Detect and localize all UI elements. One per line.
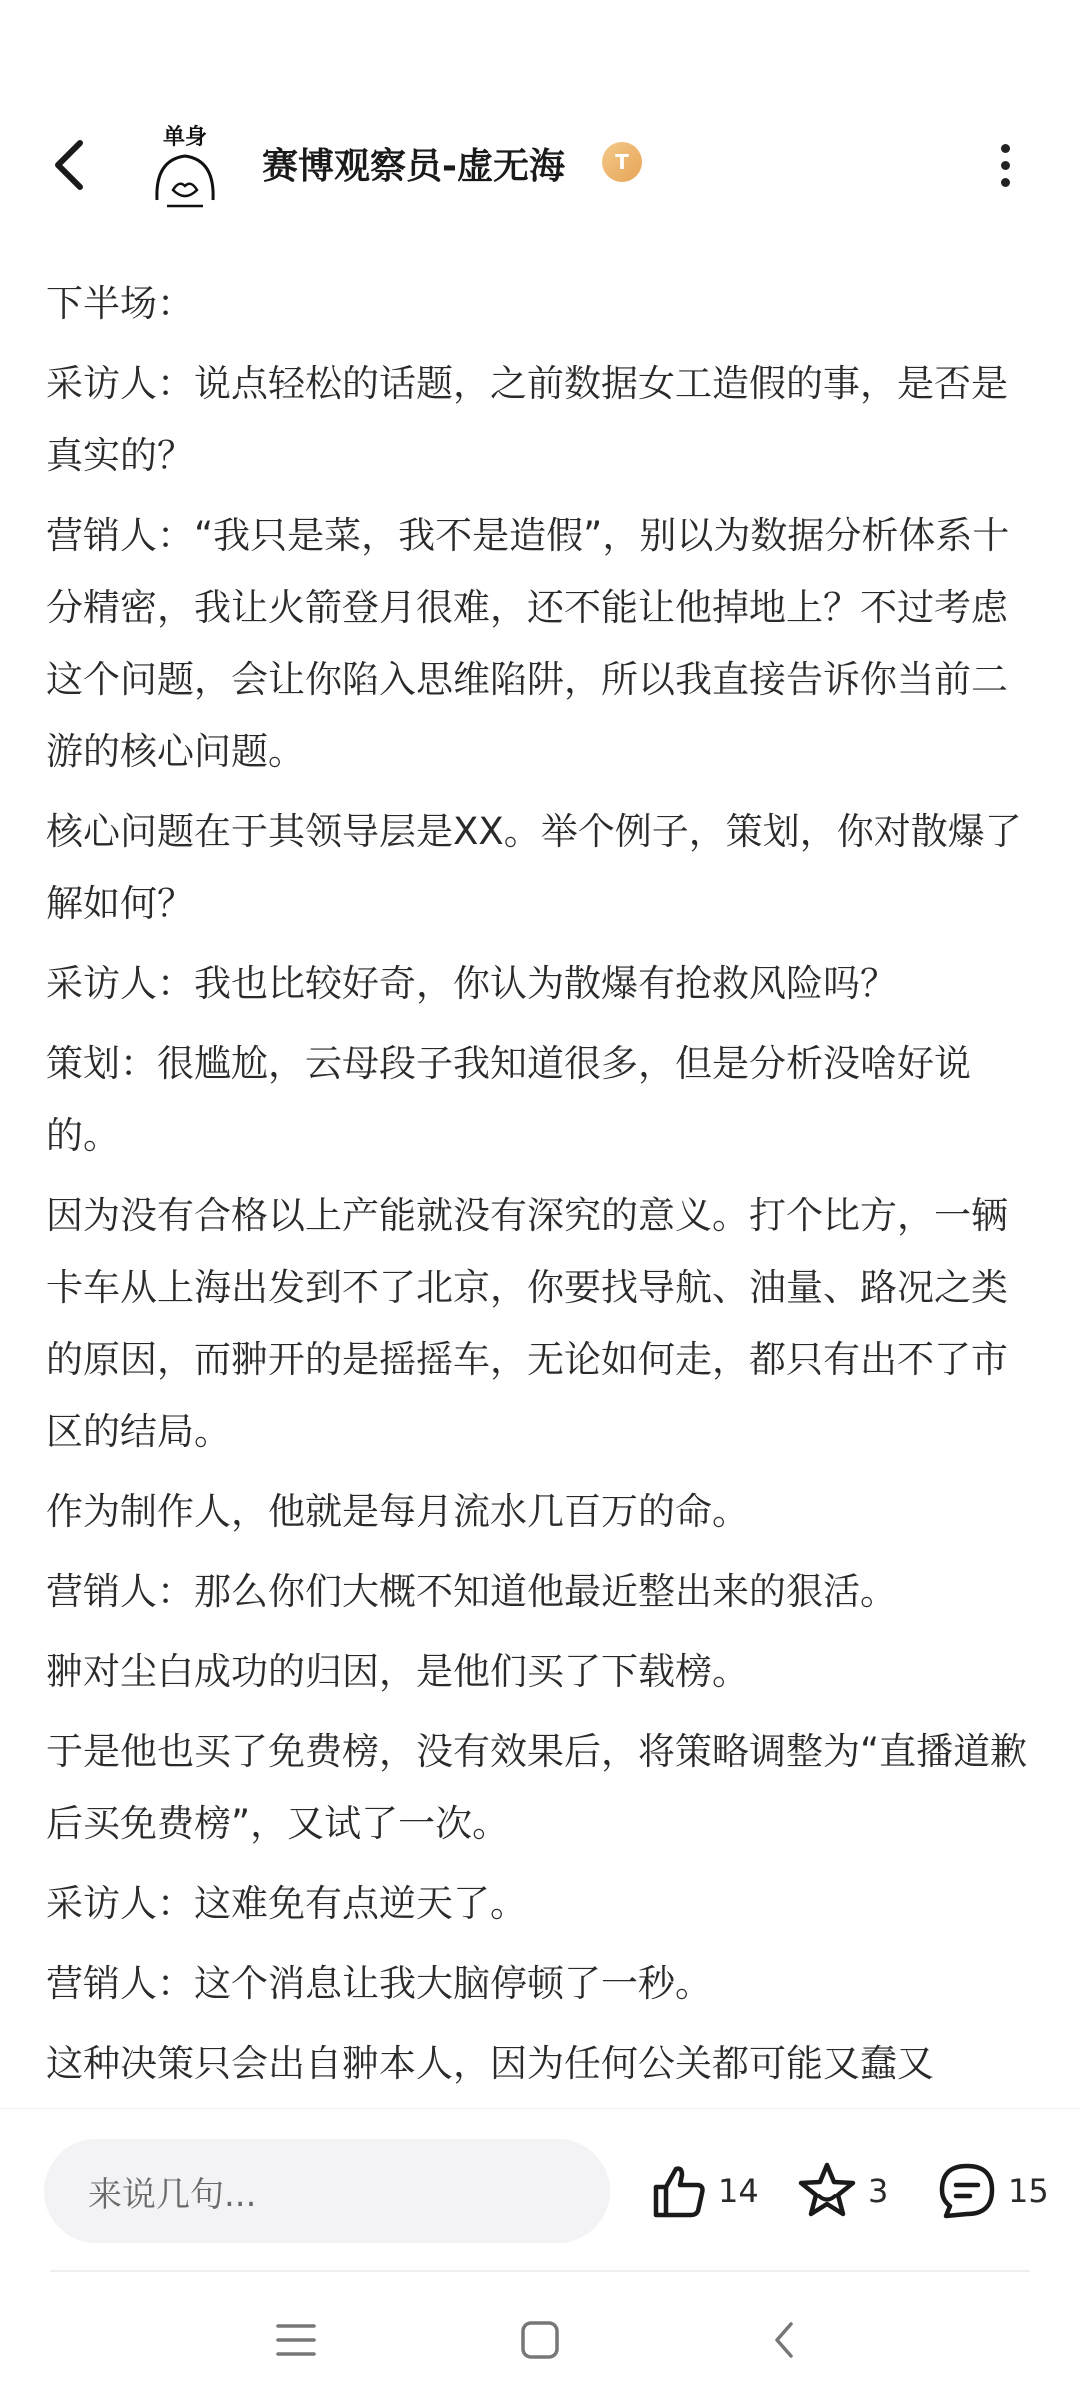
paragraph: 营销人：那么你们大概不知道他最近整出来的狠活。 bbox=[46, 1570, 897, 1613]
paragraph: 翀对尘白成功的归因，是他们买了下载榜。 bbox=[46, 1650, 749, 1693]
more-vertical-icon bbox=[1001, 144, 1010, 153]
favorite-count: 3 bbox=[868, 2172, 889, 2210]
like-button[interactable] bbox=[648, 2149, 759, 2233]
author-level-badge: T bbox=[602, 142, 642, 182]
paragraph: 作为制作人，他就是每月流水几百万的命。 bbox=[46, 1490, 749, 1533]
paragraph: 核心问题在于其领导层是XX。举个例子，策划，你对散爆了解如何？ bbox=[46, 810, 1022, 925]
comment-bubble-icon bbox=[936, 2160, 998, 2222]
bottom-action-bar bbox=[0, 2108, 1080, 2268]
comment-count: 15 bbox=[1008, 2172, 1049, 2210]
menu-icon bbox=[274, 2320, 318, 2360]
status-bar bbox=[0, 0, 1080, 110]
nav-back-button[interactable] bbox=[754, 2310, 814, 2370]
comment-input[interactable]: 来说几句... bbox=[44, 2139, 610, 2243]
nav-home-button[interactable] bbox=[510, 2310, 570, 2370]
paragraph: 下半场： bbox=[46, 282, 194, 325]
article-body bbox=[46, 268, 1036, 2108]
paragraph: 这种决策只会出自翀本人，因为任何公关都可能又蠢又 bbox=[46, 2042, 934, 2085]
like-count: 14 bbox=[718, 2172, 759, 2210]
paragraph: 因为没有合格以上产能就没有深究的意义。打个比方，一辆卡车从上海出发到不了北京，你要找导航、油量、路况之类的原因，而翀开的是摇摇车，无论如何走，都只有出不了市区的结局。 bbox=[46, 1194, 1008, 1453]
nav-back-icon bbox=[769, 2318, 799, 2362]
home-square-icon bbox=[518, 2318, 562, 2362]
star-icon bbox=[796, 2160, 858, 2222]
avatar-caption: 单身 bbox=[162, 125, 208, 150]
author-name[interactable]: 赛博观察员-虚无海 bbox=[262, 146, 565, 187]
system-navigation-bar bbox=[0, 2272, 1080, 2400]
author-avatar[interactable] bbox=[145, 120, 225, 210]
more-options-button[interactable] bbox=[985, 135, 1025, 195]
favorite-button[interactable] bbox=[796, 2149, 888, 2233]
nav-menu-button[interactable] bbox=[266, 2310, 326, 2370]
back-arrow-icon bbox=[52, 139, 88, 191]
back-button[interactable] bbox=[40, 130, 100, 200]
paragraph: 采访人：我也比较好奇，你认为散爆有抢救风险吗？ bbox=[46, 962, 897, 1005]
thumbs-up-icon bbox=[648, 2161, 708, 2221]
paragraph: 营销人：“我只是菜，我不是造假”，别以为数据分析体系十分精密，我让火箭登月很难，还不能让他掉地上？不过考虑这个问题，会让你陷入思维陷阱，所以我直接告诉你当前二游的核心问题。 bbox=[46, 514, 1010, 773]
paragraph: 策划：很尴尬，云母段子我知道很多，但是分析没啥好说的。 bbox=[46, 1042, 971, 1157]
paragraph: 采访人：说点轻松的话题，之前数据女工造假的事，是否是真实的？ bbox=[46, 362, 1008, 477]
comment-button[interactable] bbox=[936, 2149, 1049, 2233]
paragraph: 采访人：这难免有点逆天了。 bbox=[46, 1882, 527, 1925]
article-header bbox=[0, 110, 1080, 220]
paragraph: 于是他也买了免费榜，没有效果后，将策略调整为“直播道歉后买免费榜”，又试了一次。 bbox=[46, 1730, 1028, 1845]
paragraph: 营销人：这个消息让我大脑停顿了一秒。 bbox=[46, 1962, 712, 2005]
